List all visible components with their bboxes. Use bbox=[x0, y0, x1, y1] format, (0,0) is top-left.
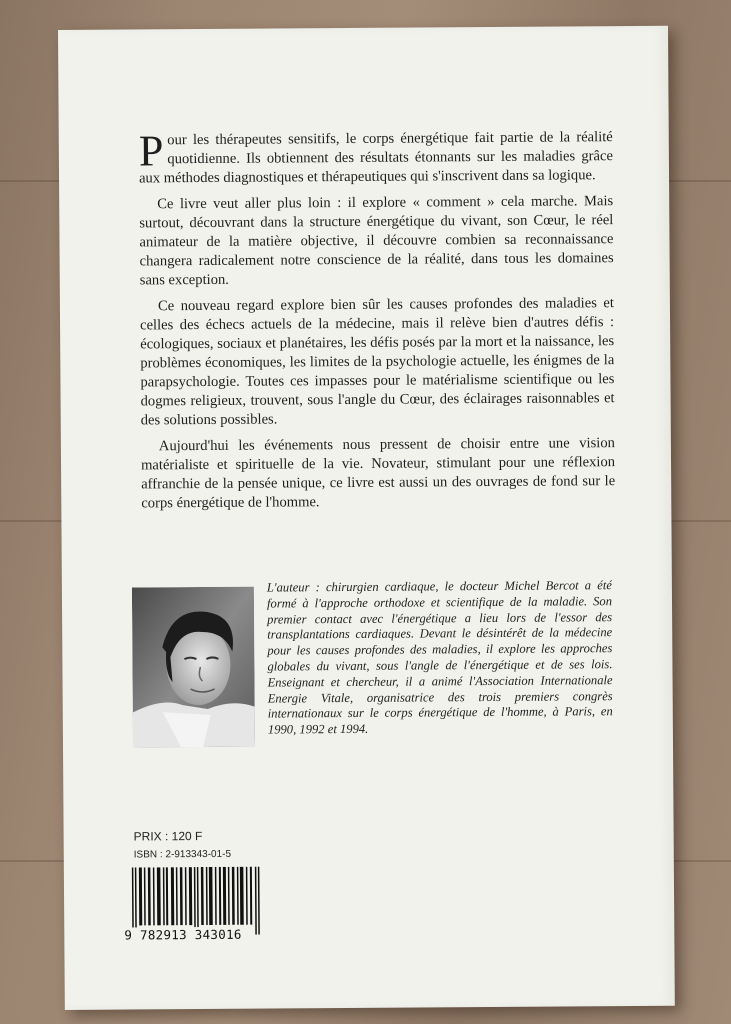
blurb-paragraph-3: Ce nouveau regard explore bien sûr les causes profondes des maladies et celles des échecs actuels de la médecine, mais il relève bien d'autres défis : écologiques, sociaux et planétaires, les défis posés par la mort et la naissance, les problèmes économiques, les limites de la psychologie actuelle, les énigmes de la parapsychologie. Toutes ces impasses pour le matérialisme scientifique ou les dogmes religieux, trouvent, sous l'angle du Cœur, des éclairages raisonnables et des solutions possibles. bbox=[140, 295, 615, 429]
barcode-digits: 9 782913 343016 bbox=[124, 926, 242, 943]
book-back-cover bbox=[58, 26, 675, 1010]
blurb-paragraph-2: Ce livre veut aller plus loin : il explore « comment » cela marche. Mais surtout, découvrant dans la structure énergétique du vivant, son Cœur, le réel animateur de la matière objective, il découvre combien sa reconnaissance changera radicalement notre conscience de la réalité, dans tous les domaines sans exception. bbox=[139, 193, 614, 289]
author-photo bbox=[132, 587, 255, 748]
blurb-text bbox=[139, 128, 616, 520]
price-label: PRIX : 120 F bbox=[133, 829, 203, 844]
barcode bbox=[130, 867, 262, 936]
blurb-paragraph-4: Aujourd'hui les événements nous pressent de choisir entre une vision matérialiste et spirituelle de la vie. Novateur, stimulant pour une réflexion affranchie de la pensée unique, ce livre est aussi un des ouvrages de fond sur le corps énergétique de l'homme. bbox=[140, 435, 616, 512]
isbn-label: ISBN : 2-913343-01-5 bbox=[133, 848, 232, 861]
blurb-paragraph-1: Pour les thérapeutes sensitifs, le corps énergétique fait partie de la réalité quotidienne. Ils obtiennent des résultats étonnants sur les maladies grâce aux méthodes diagnostiques et thérapeutiques qui s'inscrivent dans sa logique. bbox=[138, 126, 613, 187]
author-bio: L'auteur : chirurgien cardiaque, le docteur Michel Bercot a été formé à l'approche orthodoxe et scientifique de la maladie. Son premier contact avec l'énergétique a lieu lors de l'essor des transplantations cardiaques. Devant le désintérêt de la médecine pour les causes profondes des maladies, il explore les approches globales du vivant, sous l'angle de l'énergétique et de ses lois. Enseignant et chercheur, il a animé l'Association Internationale Energie Vitale, organisatrice des trois premiers congrès internationaux sur le corps énergétique de l'homme, à Paris, en 1990, 1992 et 1994. bbox=[266, 578, 613, 737]
drop-cap: P bbox=[138, 126, 164, 176]
